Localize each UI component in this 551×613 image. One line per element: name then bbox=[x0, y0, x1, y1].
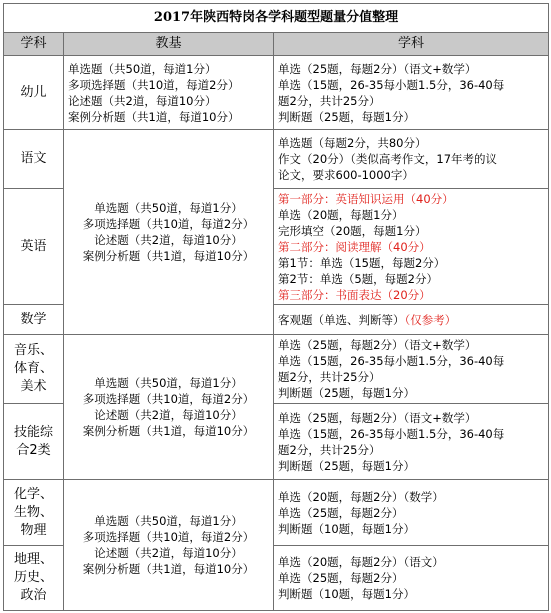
score-table-sheet bbox=[3, 3, 548, 610]
xueke-line: 作文（20分）（类似高考作文，17年考的议 bbox=[278, 152, 498, 166]
xueke-line: 第二部分：阅读理解（40分） bbox=[278, 239, 431, 254]
xueke-line: 题2分，共计25分） bbox=[278, 93, 381, 108]
jiaoji-yinyue-jineng bbox=[64, 335, 274, 480]
xueke-yinyue bbox=[274, 335, 549, 404]
jiaoji-line: 论述题（共2道，每道10分） bbox=[94, 408, 243, 422]
xueke-jineng bbox=[274, 404, 549, 480]
xueke-line: 单选（20题，每题2分）（语文） bbox=[278, 555, 444, 569]
subject-line: 政治 bbox=[20, 588, 47, 603]
xueke-line: 第三部分：书面表达（20分） bbox=[278, 287, 431, 302]
subject-yinyue bbox=[4, 335, 64, 404]
jiaoji-line: 案例分析题（共1道，每道10分） bbox=[82, 424, 255, 438]
subject-line: 化学、 bbox=[13, 486, 53, 502]
xueke-youer bbox=[274, 56, 549, 130]
subject-line: 体育、 bbox=[13, 361, 53, 376]
xueke-line: 单选（15题，26-35每小题1.5分，36-40每 bbox=[278, 426, 505, 441]
table-row-huaxue bbox=[4, 480, 549, 546]
jiaoji-line: 多项选择题（共10道，每道2分） bbox=[82, 530, 255, 544]
jiaoji-line: 案例分析题（共1道，每道10分） bbox=[82, 249, 255, 263]
xueke-line: 单选（25题，每题2分） bbox=[278, 505, 404, 520]
xueke-line: 单选（25题，每题2分）（语文+数学） bbox=[278, 338, 477, 352]
subject-line: 美术 bbox=[20, 379, 47, 394]
subject-line: 技能综 bbox=[13, 424, 53, 440]
xueke-line: 单选（20题，每题1分） bbox=[278, 207, 404, 222]
subject-dili bbox=[4, 546, 64, 611]
xueke-yuwen bbox=[274, 130, 549, 189]
subject-yingyu: 英语 bbox=[4, 189, 64, 305]
jiaoji-line: 多项选择题（共10道，每道2分） bbox=[82, 392, 255, 406]
xueke-dili bbox=[274, 546, 549, 611]
xueke-line: 单选题（每题2分，共80分） bbox=[278, 136, 427, 150]
xueke-line: 判断题（25题，每题1分） bbox=[278, 109, 415, 124]
table-title: 2017年陕西特岗各学科题型题量分值整理 bbox=[4, 4, 549, 33]
xueke-line: 题2分，共计25分） bbox=[278, 370, 381, 384]
xueke-line: 题2分，共计25分） bbox=[278, 442, 381, 457]
jiaoji-line: 单选题（共50道，每道1分） bbox=[94, 201, 243, 215]
subject-line: 音乐、 bbox=[13, 343, 53, 358]
jiaoji-line: 论述题（共2道，每道10分） bbox=[68, 93, 217, 108]
xueke-line: 判断题（10题，每题1分） bbox=[278, 521, 415, 536]
header-subject: 学科 bbox=[4, 33, 64, 56]
xueke-line: 判断题（25题，每题1分） bbox=[278, 386, 415, 400]
xueke-line: 完形填空（20题，每题1分） bbox=[278, 223, 427, 238]
xueke-line: 第一部分：英语知识运用（40分） bbox=[278, 191, 454, 206]
jiaoji-line: 单选题（共50道，每道1分） bbox=[68, 61, 217, 76]
subject-shuxue: 数学 bbox=[4, 305, 64, 335]
xueke-line: 第1节：单选（15题，每题2分） bbox=[278, 255, 446, 270]
jiaoji-line: 论述题（共2道，每道10分） bbox=[94, 233, 243, 247]
jiaoji-line: 单选题（共50道，每道1分） bbox=[94, 514, 243, 528]
table-row-yuwen bbox=[4, 130, 549, 189]
jiaoji-line: 多项选择题（共10道，每道2分） bbox=[68, 77, 240, 92]
jiaoji-line: 单选题（共50道，每道1分） bbox=[94, 376, 243, 390]
xueke-yingyu bbox=[274, 189, 549, 305]
xueke-huaxue bbox=[274, 480, 549, 546]
title-row bbox=[4, 4, 549, 33]
table-row-youer bbox=[4, 56, 549, 130]
subject-yuwen: 语文 bbox=[4, 130, 64, 189]
subject-line: 历史、 bbox=[13, 570, 53, 585]
xueke-line: 单选（15题，26-35每小题1.5分，36-40每 bbox=[278, 77, 505, 92]
subject-youer: 幼儿 bbox=[4, 56, 64, 130]
jiaoji-line: 案例分析题（共1道，每道10分） bbox=[82, 562, 255, 576]
jiaoji-line: 案例分析题（共1道，每道10分） bbox=[68, 109, 240, 124]
subject-line: 地理、 bbox=[13, 552, 53, 567]
subject-huaxue bbox=[4, 480, 64, 546]
table-row-yinyue bbox=[4, 335, 549, 404]
xueke-line: 判断题（10题，每题1分） bbox=[278, 587, 415, 601]
xueke-line: 单选（25题，每题2分） bbox=[278, 571, 404, 585]
xueke-line: 第2节：单选（5题，每题2分） bbox=[278, 271, 438, 286]
subject-line: 合2类 bbox=[16, 442, 51, 458]
jiaoji-yuwen-yingyu-shuxue bbox=[64, 130, 274, 335]
xueke-line: 单选（20题，每题2分）（数学） bbox=[278, 489, 444, 504]
jiaoji-youer bbox=[64, 56, 274, 130]
jiaoji-line: 论述题（共2道，每道10分） bbox=[94, 546, 243, 560]
subject-jineng bbox=[4, 404, 64, 480]
score-table bbox=[3, 3, 549, 611]
header-jiaoji: 教基 bbox=[64, 33, 274, 56]
xueke-line bbox=[278, 312, 544, 328]
xueke-line: 论文，要求600-1000字） bbox=[278, 168, 414, 182]
shuxue-main-text: 客观题（单选、判断等） bbox=[278, 312, 405, 327]
header-xueke: 学科 bbox=[274, 33, 549, 56]
header-row bbox=[4, 33, 549, 56]
xueke-line: 单选（25题，每题2分）（语文+数学） bbox=[278, 61, 477, 76]
subject-line: 物理 bbox=[20, 522, 47, 538]
xueke-line: 判断题（25题，每题1分） bbox=[278, 458, 415, 473]
xueke-line: 单选（15题，26-35每小题1.5分，36-40每 bbox=[278, 354, 505, 368]
jiaoji-huaxue-dili bbox=[64, 480, 274, 611]
xueke-shuxue bbox=[274, 305, 549, 335]
xueke-line: 单选（25题，每题2分）（语文+数学） bbox=[278, 410, 477, 425]
jiaoji-line: 多项选择题（共10道，每道2分） bbox=[82, 217, 255, 231]
subject-line: 生物、 bbox=[13, 504, 53, 520]
shuxue-note-text: （仅参考） bbox=[404, 312, 457, 327]
